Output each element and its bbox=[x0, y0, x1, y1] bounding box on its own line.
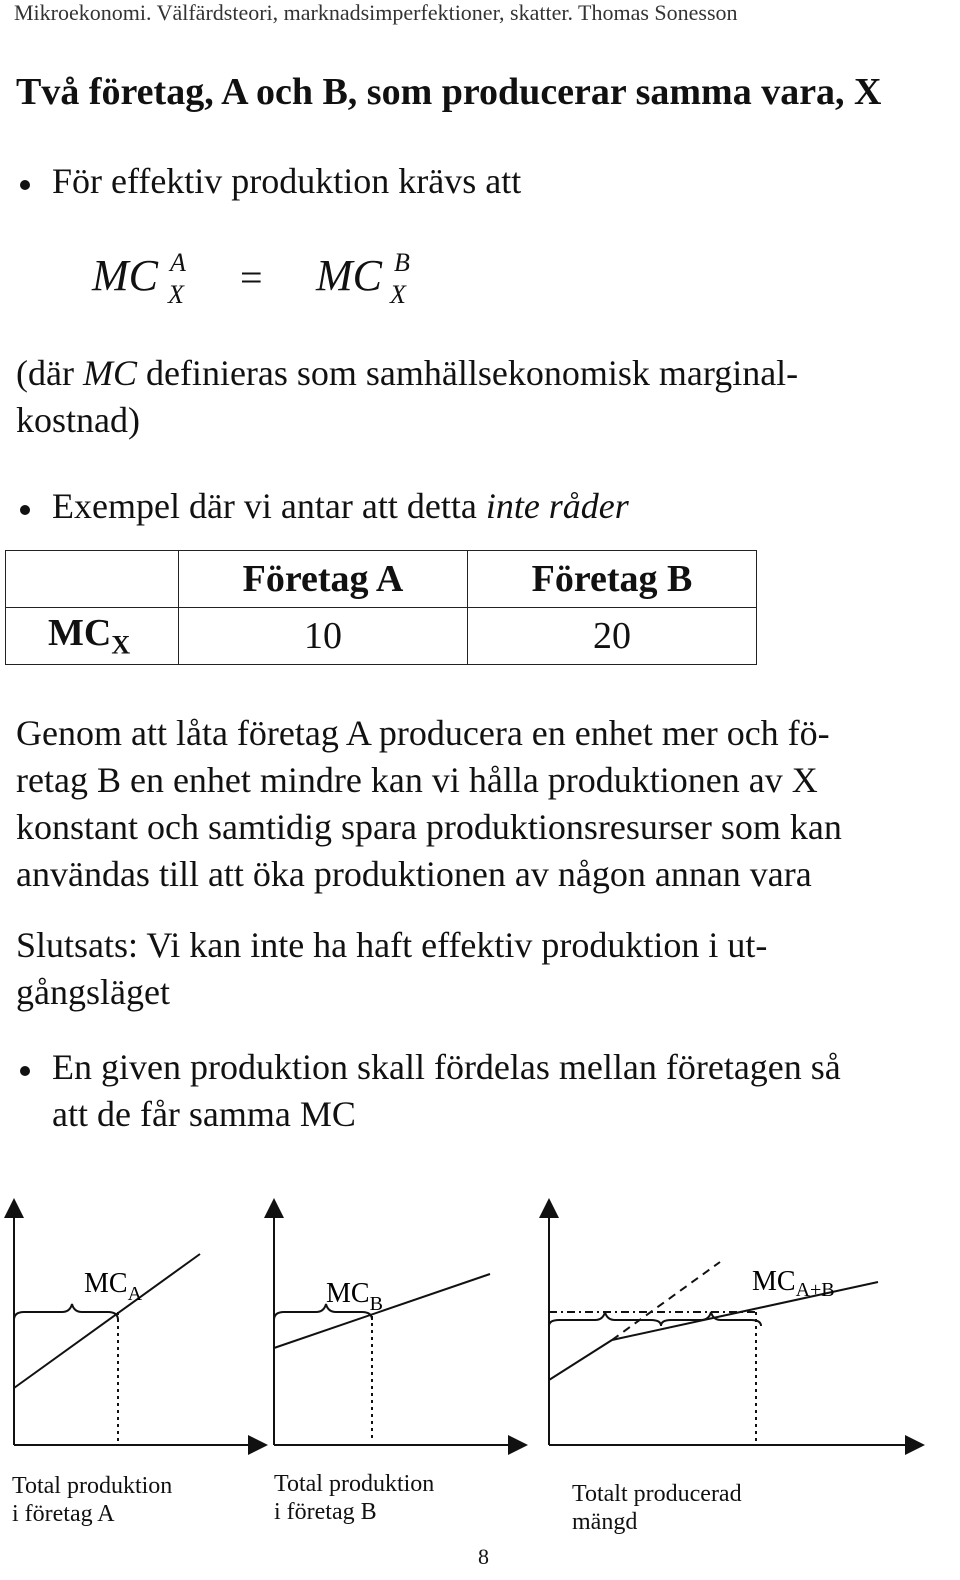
equation-mc-b: MC bbox=[316, 251, 382, 300]
table-header-row bbox=[6, 551, 757, 608]
table-header-cell: Företag B bbox=[468, 551, 757, 608]
page-title: Två företag, A och B, som producerar samma vara, X bbox=[16, 71, 882, 113]
bullet-dot bbox=[20, 1066, 30, 1076]
equation-mc-a: MC bbox=[92, 251, 158, 300]
page-number: 8 bbox=[478, 1544, 489, 1569]
bullet-efficient-production: För effektiv produktion krävs att bbox=[52, 161, 522, 201]
caption-total-b: Total produktion i företag B bbox=[274, 1471, 435, 1525]
conclusion-paragraph: Slutsats: Vi kan inte ha haft effektiv produktion i ut- gångsläget bbox=[16, 925, 768, 1012]
table-row bbox=[6, 608, 757, 665]
bullet-distribution: En given produktion skall fördelas mellan företagen så att de får samma MC bbox=[52, 1047, 841, 1134]
mc-term: MC bbox=[82, 353, 137, 393]
brace-a bbox=[14, 1304, 118, 1320]
mc-b-label: $MC_B$ bbox=[326, 1278, 383, 1315]
equation-sup-a: A bbox=[170, 248, 186, 277]
caption-total-a: Total produktion i företag A bbox=[12, 1473, 173, 1527]
mc-a-label: $MC_A$ bbox=[84, 1268, 143, 1305]
mc-diagrams bbox=[0, 1190, 960, 1480]
bullet-example-emphasis: inte råder bbox=[485, 486, 629, 526]
table-row-label: $MC_X$ bbox=[6, 608, 179, 665]
brace-total-a bbox=[549, 1312, 661, 1326]
equation-sub-a: X bbox=[168, 280, 184, 309]
bullet-dot bbox=[20, 505, 30, 515]
caption-total-quantity: Totalt producerad mängd bbox=[572, 1481, 742, 1535]
mc-table bbox=[5, 550, 757, 665]
equation-sup-b: B bbox=[394, 248, 410, 277]
mc-ab-label: $MC_{A+B}$ bbox=[752, 1266, 835, 1301]
table-cell: 10 bbox=[179, 608, 468, 665]
bullet-example: Exempel där vi antar att detta inte råder bbox=[52, 486, 629, 526]
explanation-paragraph: Genom att låta företag A producera en enhet mer och fö- retag B en enhet mindre kan vi hålla produktionen av X konstant och samtidig spara produktionsresurser som kan användas till att öka produktionen av någon annan vara bbox=[16, 713, 842, 894]
mc-definition: (där MC definieras som samhällsekonomisk marginal- kostnad) bbox=[16, 353, 799, 440]
document-header: Mikroekonomi. Välfärdsteori, marknadsimperfektioner, skatter. Thomas Sonesson bbox=[14, 0, 738, 25]
table-header-cell: Företag A bbox=[179, 551, 468, 608]
equation-equals: = bbox=[240, 255, 263, 300]
table-cell: 20 bbox=[468, 608, 757, 665]
equation-sub-b: X bbox=[390, 280, 406, 309]
bullet-dot bbox=[20, 180, 30, 190]
table-corner-cell bbox=[6, 551, 179, 608]
